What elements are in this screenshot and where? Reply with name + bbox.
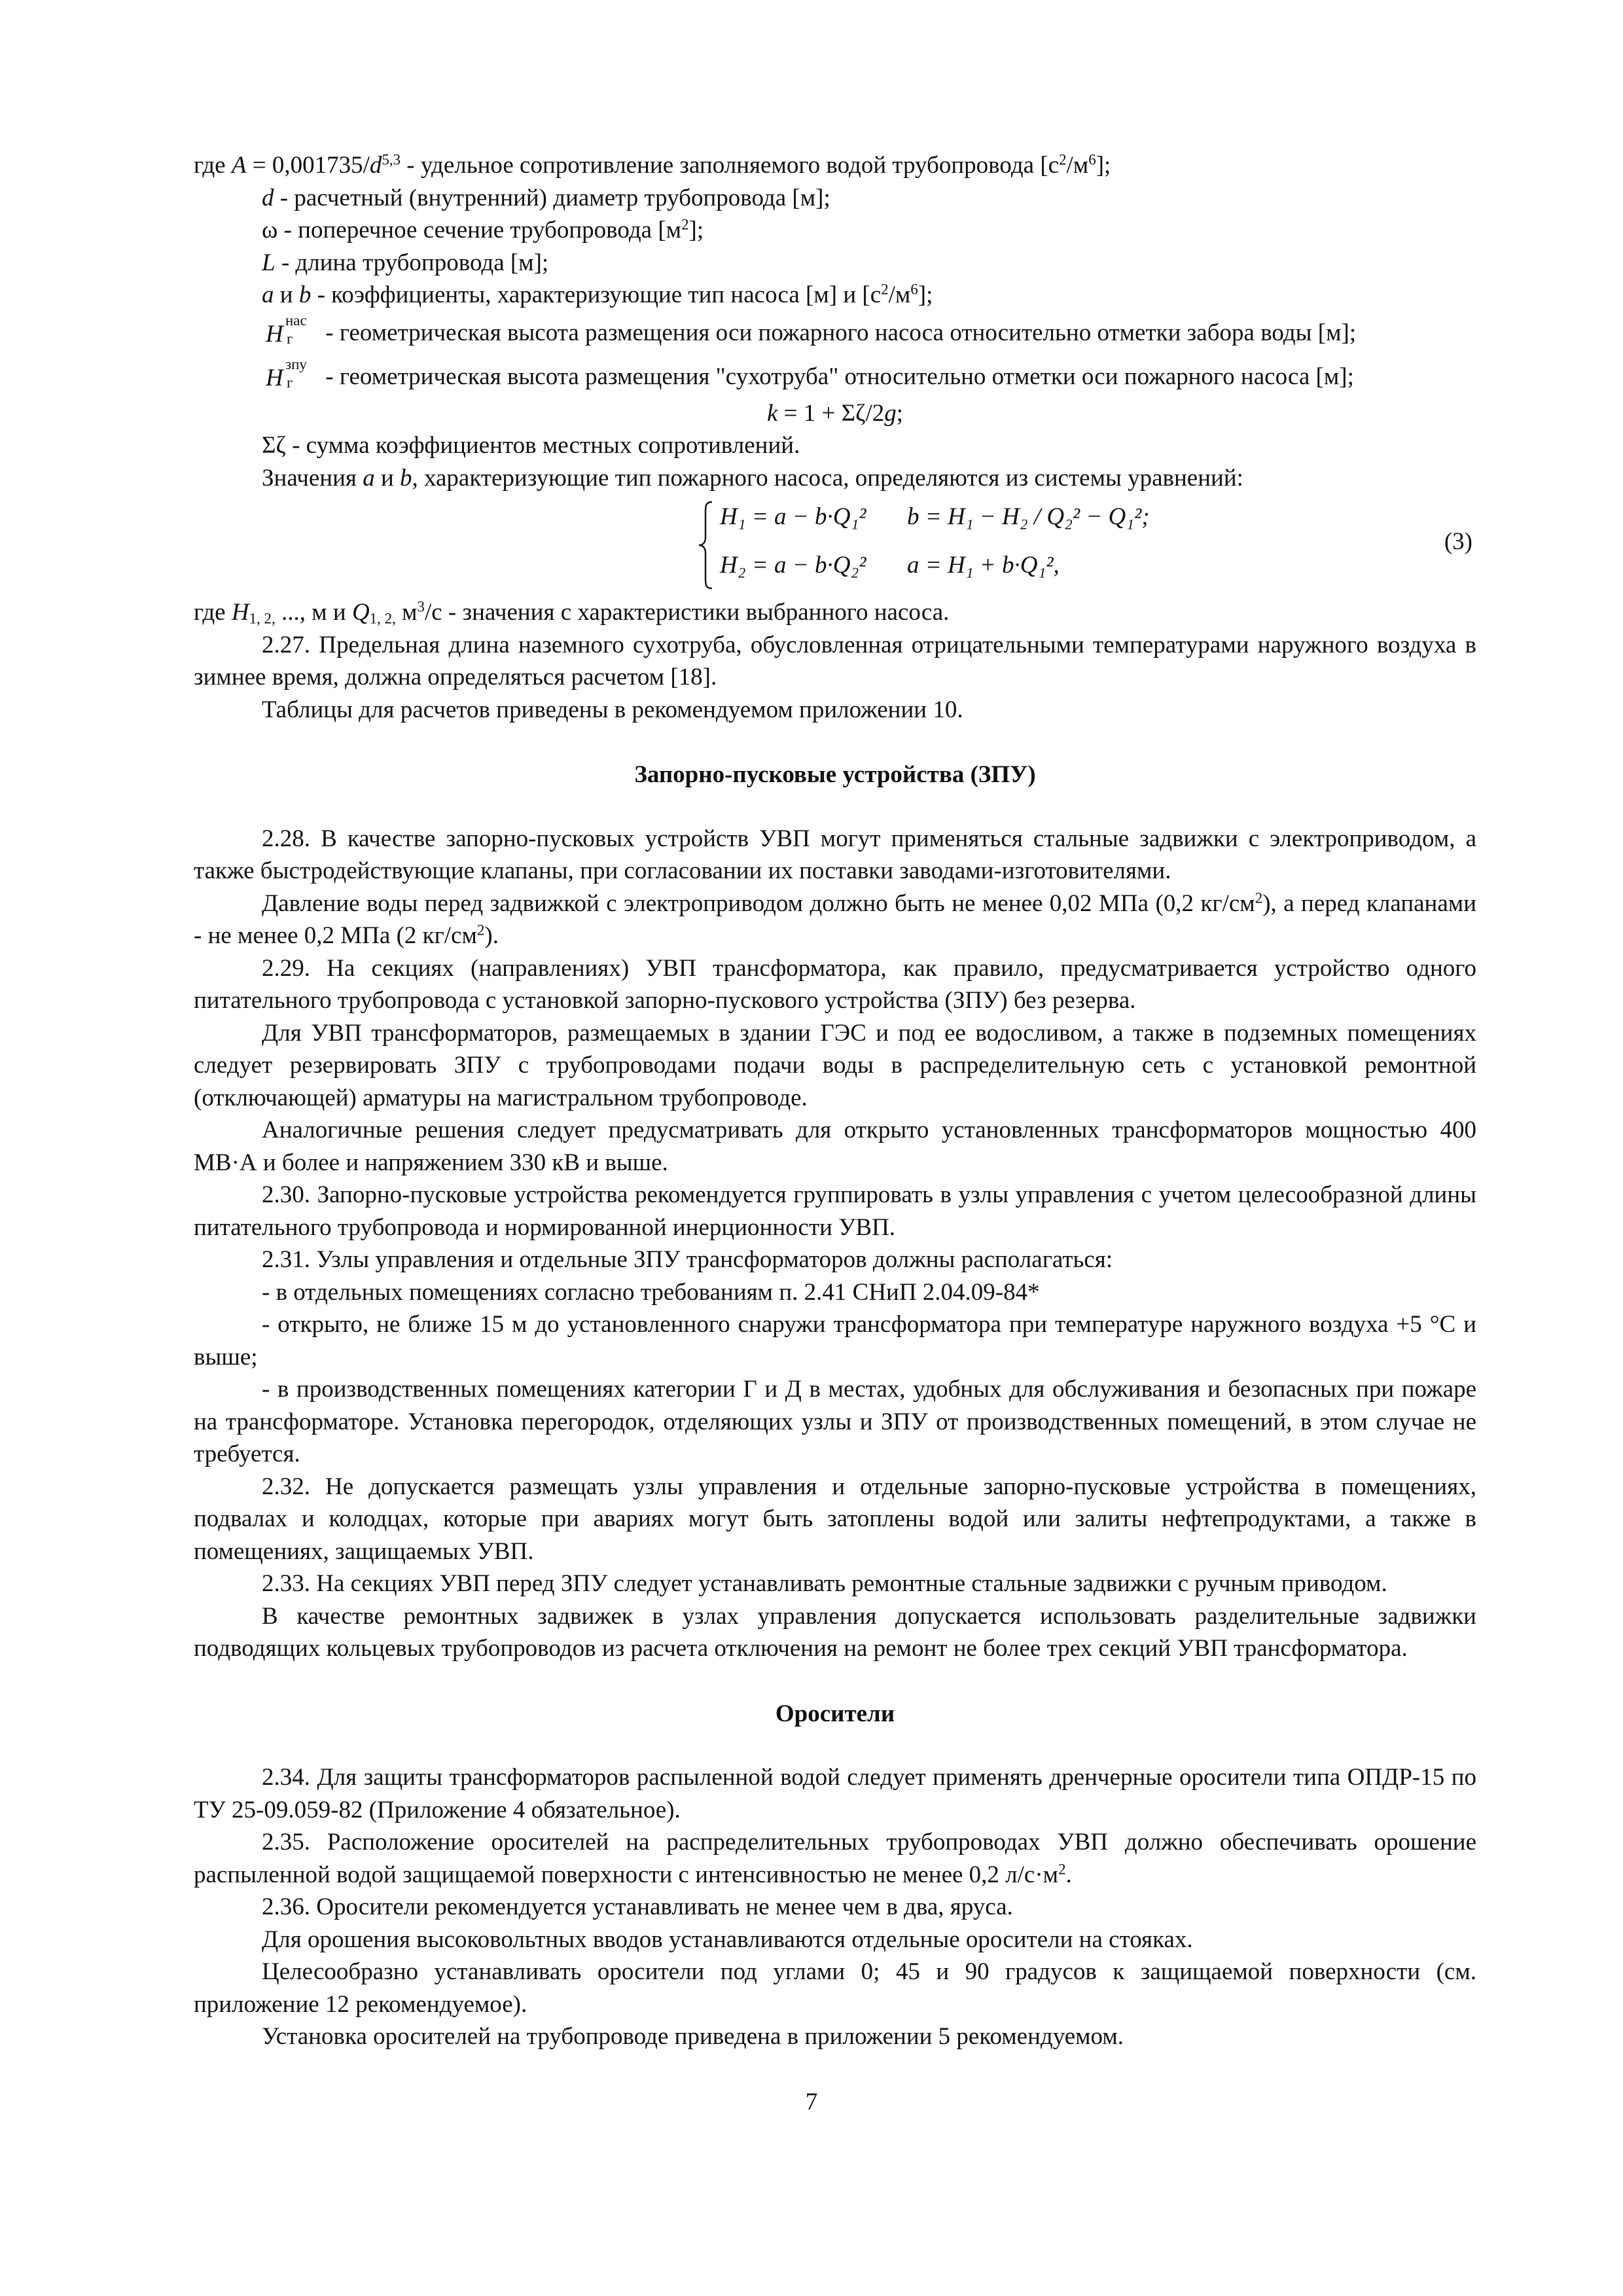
heading-zpu: Запорно-пусковые устройства (ЗПУ) — [634, 761, 1036, 788]
page-number: 7 — [805, 2089, 818, 2115]
paragraph-2-33: 2.33. На секциях УВП перед ЗПУ следует устанавливать ремонтные стальные задвижки с ручным приводом. — [262, 1570, 1387, 1597]
list-item-2-31-c: - в производственных помещениях категории Г и Д в местах, удобных для обслуживания и безопасных при пожаре на трансформаторе. Установка перегородок, отделяющих узлы и ЗПУ от производственных помещений, в этом случае не требуется. — [194, 1376, 1476, 1467]
paragraph-2-29-c: Аналогичные решения следует предусматривать для открыто установленных трансформаторов мощностью 400 МВ·А и более и напряжением 330 кВ и выше. — [194, 1117, 1476, 1176]
paragraph-2-27: 2.27. Предельная длина наземного сухотруба, обусловленная отрицательными температурами наружного воздуха в зимнее время, должна определяться расчетом [18]. — [194, 631, 1476, 691]
paragraph-2-35: 2.35. Расположение оросителей на распределительных трубопроводах УВП должно обеспечивать орошение распыленной водой защищаемой поверхности с интенсивностью не менее 0,2 $л/с\cdot м^2$. — [194, 1829, 1476, 1888]
paragraph-pressure: Давление воды перед задвижкой с электроприводом должно быть не менее 0,02 МПа (0,2 $кг/см^2$), а перед клапанами - не менее 0,2 МПа (2 $кг/см^2$). — [194, 889, 1476, 949]
def-h-zpu: H зпу г - геометрическая высота размещения "сухотруба" относительно отметки оси пожарного насоса [м]; — [194, 361, 1476, 393]
eq1-right: b = H₁ − H₂ / Q₂² − Q₁²; — [907, 503, 1150, 530]
paragraph-2-36-d: Установка оросителей на трубопроводе приведена в приложении 5 рекомендуемом. — [262, 2023, 1124, 2050]
equation-number: (3) — [1444, 528, 1472, 555]
eq1-left: H₁ = a − b·Q₁² — [720, 503, 866, 530]
h-zpu-symbol: H зпу г — [266, 356, 307, 391]
eq2-left: H₂ = a − b·Q₂² — [720, 552, 866, 579]
list-item-2-31-b: - открыто, не ближе 15 м до установленного снаружи трансформатора при температуре наружного воздуха +5 °С и выше; — [194, 1311, 1476, 1371]
paragraph-2-30: 2.30. Запорно-пусковые устройства рекомендуется группировать в узлы управления с учетом целесообразной длины питательного трубопровода и нормированной инерционности УВП. — [194, 1181, 1476, 1241]
paragraph-2-33-b: В качестве ремонтных задвижек в узлах управления допускается использовать разделительные задвижки подводящих кольцевых трубопроводов из расчета отключения на ремонт не более трех секций УВП трансформатора. — [194, 1602, 1476, 1662]
def-ab: a и b - коэффициенты, характеризующие тип насоса [м] и $[с^2/м^6]$; — [262, 281, 933, 308]
paragraph-2-28: 2.28. В качестве запорно-пусковых устройств УВП могут применяться стальные задвижки с электроприводом, а также быстродействующие клапаны, при согласовании их поставки заводами-изготовителями. — [194, 825, 1476, 884]
def-sum: Σζ - сумма коэффициентов местных сопротивлений. — [262, 432, 800, 459]
def-d: d - расчетный (внутренний) диаметр трубопровода [м]; — [262, 184, 830, 211]
paragraph-2-36-c: Целесообразно устанавливать оросители под углами 0; 45 и 90 градусов к защищаемой поверхности (см. приложение 12 рекомендуемое). — [194, 1958, 1476, 2018]
paragraph-2-29: 2.29. На секциях (направлениях) УВП трансформатора, как правило, предусматривается устройство одного питательного трубопровода с установкой запорно-пускового устройства (ЗПУ) без резерва. — [194, 954, 1476, 1014]
paragraph-2-29-b: Для УВП трансформаторов, размещаемых в здании ГЭС и под ее водосливом, а также в подземных помещениях следует резервировать ЗПУ с трубопроводами подачи воды в распределительную сеть с установкой ремонтной (отключающей) арматуры на магистральном трубопроводе. — [194, 1019, 1476, 1111]
paragraph-2-34: 2.34. Для защиты трансформаторов распыленной водой следует применять дренчерные оросители типа ОПДР-15 по ТУ 25-09.059-82 (Приложение 4 обязательное). — [194, 1764, 1476, 1823]
def-h-nas: H нас г - геометрическая высота размещения оси пожарного насоса относительно отметки забора воды [м]; — [194, 317, 1476, 350]
eq2-right: a = H₁ + b·Q₁², — [907, 552, 1060, 579]
paragraph-2-32: 2.32. Не допускается размещать узлы управления и отдельные запорно-пусковые устройства в помещениях, подвалах и колодцах, которые при авариях могут быть затоплены водой или залиты нефтепродуктами, а также в помещениях, защищаемых УВП. — [194, 1473, 1476, 1565]
ab-intro: Значения a и b, характеризующие тип пожарного насоса, определяются из системы уравнений: — [262, 464, 1243, 492]
document-page — [194, 149, 1476, 2053]
def-a: где $A = 0,001735/d^{5,3}$ - удельное сопротивление заполняемого водой трубопровода $[с^2/м^6]$; — [194, 151, 1111, 179]
k-formula: k = 1 + Σζ/2g; — [766, 399, 904, 427]
paragraph-2-36-b: Для орошения высоковольтных вводов устанавливаются отдельные оросители на стояках. — [262, 1926, 1193, 1953]
equation-system — [194, 497, 1476, 594]
paragraph-2-31: 2.31. Узлы управления и отдельные ЗПУ трансформаторов должны располагаться: — [262, 1246, 1113, 1273]
heading-sprinklers: Оросители — [775, 1700, 895, 1727]
def-omega: ω - поперечное сечение трубопровода $[м^2]$; — [262, 216, 704, 243]
brace-icon — [698, 501, 715, 590]
paragraph-2-36: 2.36. Оросители рекомендуется устанавливать не менее чем в два, яруса. — [262, 1893, 1013, 1920]
where-values: где $H_{1, 2,}$ ..., м и $Q_{1, 2,}$ $м^3/с$ - значения с характеристики выбранного насоса. — [194, 598, 950, 627]
def-l: L - длина трубопровода [м]; — [262, 249, 549, 276]
list-item-2-31-a: - в отдельных помещениях согласно требованиям п. 2.41 СНиП 2.04.09-84* — [262, 1278, 1040, 1306]
h-nas-symbol: H нас г — [266, 312, 307, 348]
paragraph-tables: Таблицы для расчетов приведены в рекомендуемом приложении 10. — [262, 696, 963, 723]
